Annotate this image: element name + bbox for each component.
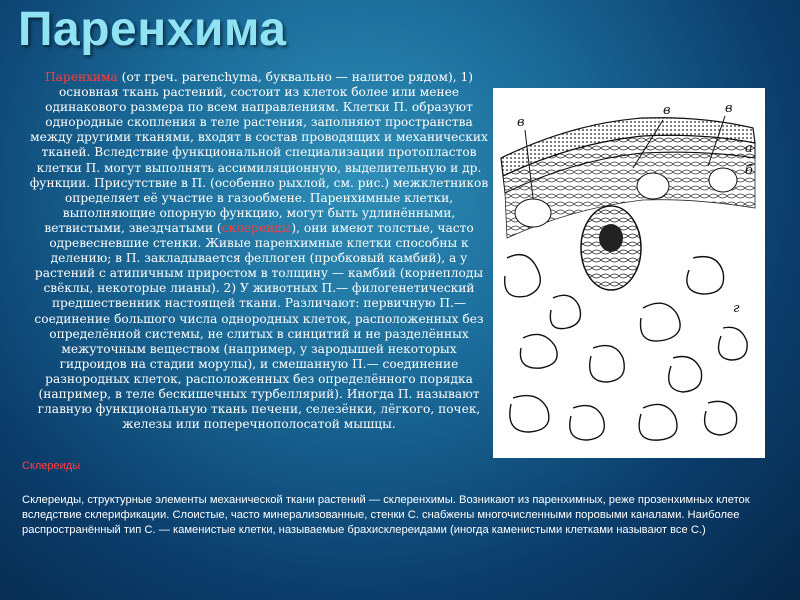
figure-label-3: в [725, 101, 733, 116]
figure-label-5: б [745, 163, 753, 178]
description-part-2: ), они имеют толстые, часто одревесневшие стенки. Живые паренхимные клетки способны к делению; в П. закладывается феллоген (пробковый камбий), а у растений с атипичным приростом в толщину — камбий (корнеплоды свёклы, некоторые лианы). 2) У животных П.— филогенетический предшественник настоящей ткани. Различают: первичную П.— соединение большого числа однородных клеток, расположенных без определённой системы, не слитых в синцитий и не разделённых межуточным веществом (например, у зародышей некоторых гидроидов на стадии морулы), и смешанную П.— соединение разнородных клеток, расположенных без определённого порядка (например, в теле бескишечных турбеллярий). Иногда П. называют главную функциональную ткань печени, селезёнки, лёгкого, почек, железы или поперечнополосатой мышцы. [34, 220, 484, 432]
sclereid-definition: Склереиды, структурные элементы механической ткани растений — склеренхимы. Возникают из паренхимных, реже прозенхимных клеток вследствие склерификации. Слоистые, часто минерализованные, стенки С. снабжены многочисленными поровыми каналами. Наиболее распространённый тип С. — каменистые клетки, называемые брахисклереидами (иногда каменистыми клетками называют все С.) [22, 494, 750, 537]
term-link[interactable]: Паренхима [45, 70, 118, 84]
illustration-svg [493, 88, 765, 458]
leaf-cross-section-illustration [493, 88, 765, 458]
sclereid-link[interactable]: склереиды [221, 220, 292, 235]
description-part-1: (от греч. parenchyma, буквально — налитое рядом), 1) основная ткань растений, состоит из клеток более или менее одинакового размера по всем направлениям. Клетки П. образуют однородные скопления в теле растения, заполняют пространства между другими тканями, входят в состав проводящих и механических тканей. Вследствие функциональной специализации протопластов клетки П. могут выполнять ассимиляционную, выделительную и др. функции. Присутствие в П. (особенно рыхлой, см. рис.) межклетников определяет её участие в газообмене. Паренхимные клетки, выполняющие опорную функцию, могут быть удлинёнными, ветвистыми, звездчатыми ( [29, 70, 489, 235]
page-title: Паренхима [18, 3, 287, 56]
figure-label-6: г [733, 301, 740, 316]
sclereid-heading-link[interactable]: Склереиды [22, 460, 81, 472]
parenchyma-description [28, 70, 490, 432]
figure-label-1: в [517, 115, 525, 130]
figure-label-2: в [663, 103, 671, 118]
figure-label-4: а [745, 141, 753, 156]
